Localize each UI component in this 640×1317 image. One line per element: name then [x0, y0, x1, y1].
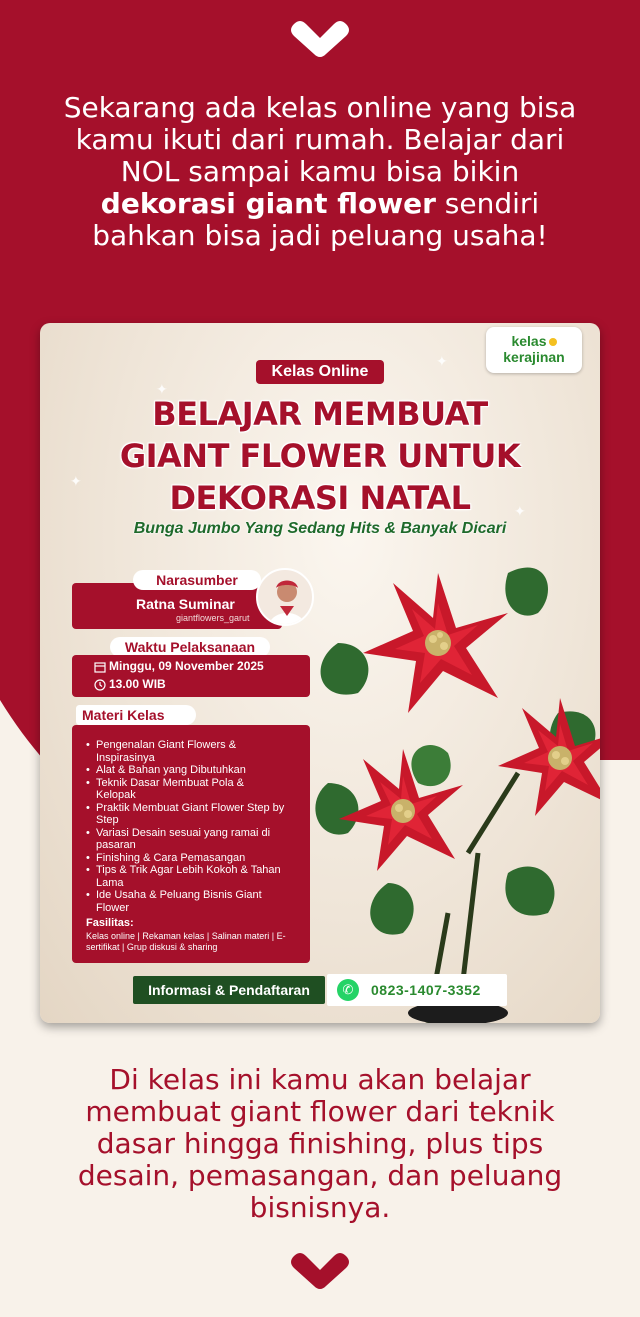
speaker-name: Ratna Suminar [136, 596, 235, 612]
class-poster [40, 323, 600, 1023]
phone-number: 0823-1407-3352 [371, 982, 481, 998]
event-date: Minggu, 09 November 2025 [109, 659, 264, 673]
sparkle-icon: ✦ [436, 353, 448, 369]
list-item: • Alat & Bahan yang Dibutuhkan [86, 764, 286, 777]
intro-text: Sekarang ada kelas online yang bisa kamu ikuti dari rumah. Belajar dari NOL sampai kamu bisa bikin dekorasi giant flower sendiri bahkan bisa jadi peluang usaha! [63, 91, 577, 252]
outro-text: Di kelas ini kamu akan belajar membuat giant flower dari teknik dasar hingga finishing, plus tips desain, pemasangan, dan peluang bisnisnya. [77, 1063, 563, 1224]
waktu-label: Waktu Pelaksanaan [110, 637, 270, 657]
list-item: • Praktik Membuat Giant Flower Step by Step [86, 802, 286, 827]
fasilitas-text: Kelas online | Rekaman kelas | Salinan materi | E-sertifikat | Grup diskusi & sharing [86, 931, 286, 952]
whatsapp-contact-button[interactable] [327, 974, 507, 1006]
chevron-down-icon [288, 1250, 352, 1290]
list-item: • Ide Usaha & Peluang Bisnis Giant Flower [86, 889, 286, 914]
poster-subtitle: Bunga Jumbo Yang Sedang Hits & Banyak Dicari [133, 520, 507, 537]
kelas-kerajinan-logo: kelas kerajinan [486, 327, 582, 373]
fasilitas-label: Fasilitas: [86, 917, 134, 929]
narasumber-label: Narasumber [133, 570, 261, 590]
class-type-tag: Kelas Online [256, 360, 384, 384]
list-item: • Variasi Desain sesuai yang ramai di pasaran [86, 827, 286, 852]
chevron-down-icon [288, 18, 352, 58]
clock-icon [94, 678, 106, 690]
event-time: 13.00 WIB [109, 677, 166, 691]
whatsapp-icon: ✆ [337, 979, 359, 1001]
calendar-icon [94, 660, 106, 672]
list-item: • Finishing & Cara Pemasangan [86, 852, 286, 865]
speaker-handle: giantflowers_garut [176, 613, 250, 623]
list-item: • Pengenalan Giant Flowers & Inspirasinya [86, 739, 286, 764]
materi-list [86, 739, 286, 914]
avatar [256, 568, 314, 626]
sparkle-icon: ✦ [514, 503, 526, 519]
list-item: • Tips & Trik Agar Lebih Kokoh & Tahan Lama [86, 864, 286, 889]
info-registration-button[interactable]: Informasi & Pendaftaran [133, 976, 325, 1004]
materi-label: Materi Kelas [76, 705, 196, 725]
list-item: • Teknik Dasar Membuat Pola & Kelopak [86, 777, 286, 802]
sparkle-icon: ✦ [70, 473, 82, 489]
poinsettia-illustration [308, 553, 600, 1023]
poster-title: BELAJAR MEMBUAT GIANT FLOWER UNTUK DEKORASI NATAL [119, 395, 521, 517]
sparkle-icon: ✦ [156, 381, 168, 397]
